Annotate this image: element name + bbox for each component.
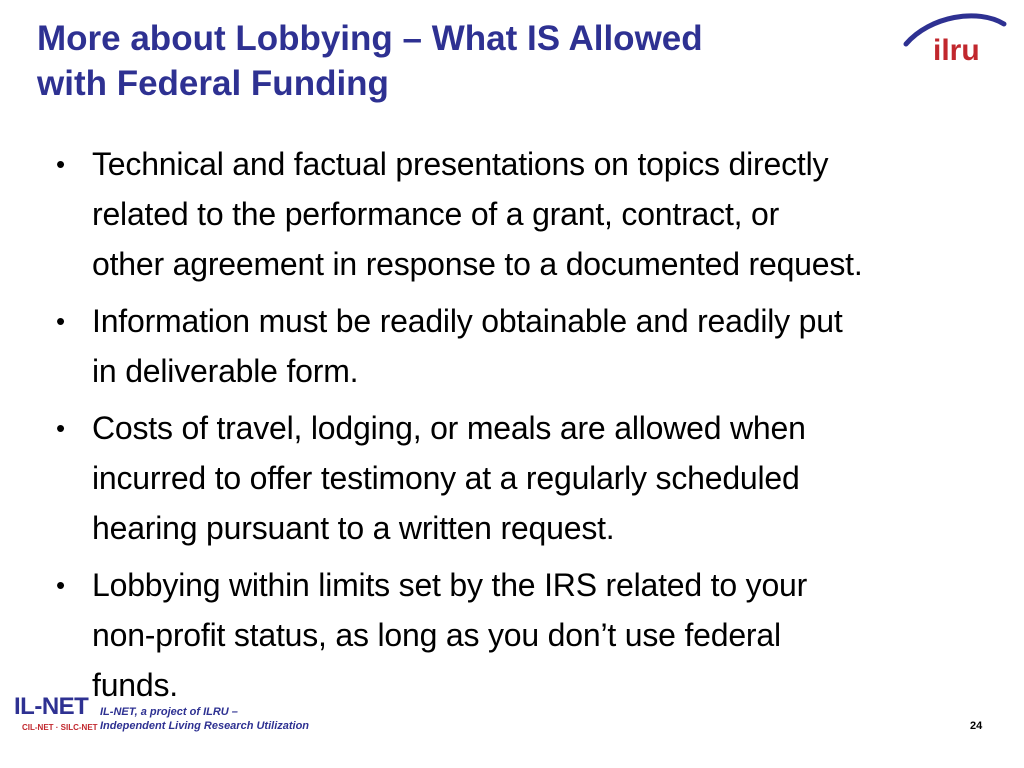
bullet-line: Technical and factual presentations on topics directly — [92, 146, 829, 182]
bullet-item — [48, 296, 978, 396]
slide-title — [37, 16, 857, 106]
bullet-list — [48, 139, 978, 717]
il-net-logo — [14, 694, 96, 738]
bullet-line: other agreement in response to a documented request. — [92, 246, 863, 282]
bullet-line: Lobbying within limits set by the IRS related to your — [92, 567, 808, 603]
page-number: 24 — [970, 720, 983, 732]
ilru-logo-text: ilru — [933, 34, 980, 67]
bullet-line: funds. — [92, 667, 178, 703]
bullet-line: incurred to offer testimony at a regularly scheduled — [92, 460, 800, 496]
bullet-dot: • — [56, 149, 65, 179]
footer-credit-line-2: Independent Living Research Utilization — [100, 720, 310, 732]
bullet-item — [48, 403, 978, 553]
footer-credit — [100, 705, 309, 733]
bullet-item — [48, 560, 978, 710]
footer-credit-line-1: IL-NET, a project of ILRU – — [100, 706, 238, 718]
bullet-dot: • — [56, 413, 65, 443]
slide-title-line-1: More about Lobbying – What IS Allowed — [37, 19, 703, 58]
bullet-line: non-profit status, as long as you don’t use federal — [92, 617, 781, 653]
il-net-logo-text: IL-NET — [14, 693, 89, 720]
bullet-line: Costs of travel, lodging, or meals are allowed when — [92, 410, 806, 446]
ilru-logo-graphic — [900, 8, 1010, 68]
bullet-line: hearing pursuant to a written request. — [92, 510, 615, 546]
bullet-line: in deliverable form. — [92, 353, 359, 389]
bullet-dot: • — [56, 306, 65, 336]
bullet-dot: • — [56, 570, 65, 600]
bullet-line: related to the performance of a grant, contract, or — [92, 196, 780, 232]
ilru-logo — [900, 8, 1010, 68]
bullet-item — [48, 139, 978, 289]
il-net-logo-subtext: CIL-NET · SILC-NET — [22, 723, 98, 732]
bullet-line: Information must be readily obtainable and readily put — [92, 303, 843, 339]
slide-title-line-2: with Federal Funding — [37, 64, 389, 103]
